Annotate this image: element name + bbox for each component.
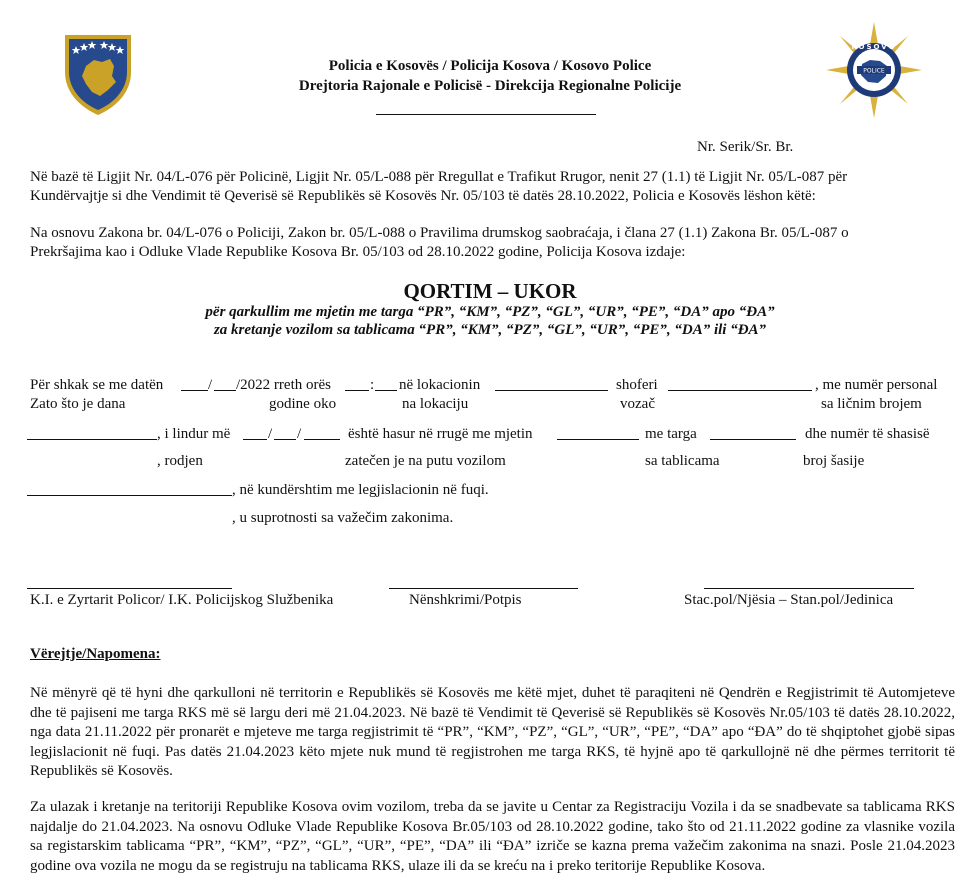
- label-violation-sr: , u suprotnosti sa važečim zakonima.: [232, 510, 454, 526]
- field-minute[interactable]: [375, 390, 397, 391]
- label-violation-sq: , në kundërshtim me legjislacionin në fuqi.: [232, 482, 489, 498]
- document-title: QORTIM – UKOR: [403, 279, 577, 303]
- field-location[interactable]: [495, 390, 608, 391]
- emblem-ring-text: KOSOVO: [851, 43, 897, 51]
- label-personal-number-sq: , me numër personal: [815, 377, 938, 393]
- field-month[interactable]: [214, 390, 236, 391]
- note-paragraph-sq-text: Në mënyrë që të hyni dhe qarkulloni në territorin e Republikës së Kosovës me këtë mjet, duhet të paraqiteni në Qendrën e Regjistrimit të Automjeteve dhe të pajiseni me targa RKS më së largu deri më 21.04.2023. Në bazë të Vendimit të Qeverisë së Republikës së Kosovës Nr.05/103 të datës 28.10.2022, nga data 21.11.2022 për pronarët e mjeteve me targa regjistrimit të “PR”, “KM”, “PZ”, “GL”, “UR”, “PE”, “DA” apo “ĐA” do të shqiptohet gjobë sipas legjislacionit në fuqi. Pas datës 21.04.2023 këto mjete nuk mund të regjistrohen me targa RKS, të hyjnë apo të qarkullojnë në dhe përmes territorit të Republikës së Kosovës.: [30, 685, 955, 780]
- label-year-hour-sq: /2022 rreth orës: [236, 377, 331, 393]
- field-chassis-number[interactable]: [27, 495, 232, 496]
- header-underline: [376, 114, 596, 115]
- label-station: Stac.pol/Njësia – Stan.pol/Jedinica: [684, 592, 894, 608]
- label-plates-sq: me targa: [645, 426, 697, 442]
- label-vehicle-sr: zatečen je na putu vozilom: [345, 453, 506, 469]
- emblem-police-text: POLICE: [863, 67, 885, 75]
- label-location-sq: në lokacionin: [399, 377, 481, 393]
- title-subtitle-sr: za kretanje vozilom sa tablicama “PR”, “KM”, “PZ”, “GL”, “UR”, “PE”, “DA” ili “ĐA”: [213, 322, 767, 338]
- field-day[interactable]: [181, 390, 208, 391]
- legal-basis-sr-line-2: Prekršajima kao i Odluke Vlade Republike Kosova Br. 05/103 od 28.10.2022 godine, Policija Kosova izdaje:: [30, 244, 686, 260]
- label-date-sr: Zato što je dana: [30, 396, 126, 412]
- label-born-sr: , rodjen: [157, 453, 203, 469]
- field-birth-day[interactable]: [243, 439, 267, 440]
- label-born-sq: , i lindur më: [157, 426, 231, 442]
- field-hour[interactable]: [345, 390, 369, 391]
- note-heading: Vërejtje/Napomena:: [30, 646, 161, 662]
- field-signature[interactable]: [389, 588, 578, 589]
- field-personal-number[interactable]: [27, 439, 157, 440]
- note-paragraph-sr-text: Za ulazak i kretanje na teritoriji Republike Kosova ovim vozilom, treba da se javite u Centar za Registraciju Vozila i da se snadbevate sa tablicama RKS najdalje do 21.04.2023. Na osnovu Odluke Vlade Republike Kosova Br.05/103 od 28.10.2022 godine, tako što od 21.11.2022 godine za vlasnike vozila sa registarskim tablicama “PR”, “KM”, “PZ”, “GL”, “UR”, “PE”, “DA” ili “ĐA” izriče se kazna prema važečim zakonima na snazi. Posle 21.04.2023 godine ova vozila ne mogu da se registruju na tablicama RKS, ulaze ili da se kreću na i preko teritorije Republike Kosova.: [30, 799, 955, 874]
- label-chassis-sr: broj šasije: [803, 453, 865, 469]
- legal-basis-sq-line-1: Në bazë të Ligjit Nr. 04/L-076 për Policinë, Ligjit Nr. 05/L-088 për Rregullat e Trafikut Rrugor, nenit 27 (1.1) të Ligjit Nr. 05/L-087 për: [30, 169, 848, 185]
- field-station[interactable]: [704, 588, 914, 589]
- header-line-1: Policia e Kosovës / Policija Kosova / Kosovo Police: [328, 58, 652, 74]
- field-plates[interactable]: [710, 439, 796, 440]
- legal-basis-sq-line-2: Kundërvajtje si dhe Vendimit të Qeverisë së Republikës së Kosovës Nr. 05/103 të datës 28.10.2022, Policia e Kosovës lëshon këtë:: [30, 188, 816, 204]
- field-driver[interactable]: [668, 390, 812, 391]
- label-driver-sr: vozač: [620, 396, 655, 412]
- legal-basis-sr-line-1: Na osnovu Zakona br. 04/L-076 o Policiji, Zakon br. 05/L-088 o Pravilima drumskog saobraćaja, i člana 27 (1.1) Zakona Br. 05/L-087 o: [30, 225, 849, 241]
- note-paragraph-sq: [30, 684, 955, 782]
- label-hour-sr: godine oko: [269, 396, 337, 412]
- label-officer-id: K.I. e Zyrtarit Policor/ I.K. Policijskog Službenika: [30, 592, 334, 608]
- label-signature: Nënshkrimi/Potpis: [409, 592, 522, 608]
- field-officer-id[interactable]: [27, 588, 232, 589]
- title-subtitle-sq: për qarkullim me mjetin me targa “PR”, “KM”, “PZ”, “GL”, “UR”, “PE”, “DA” apo “ĐA”: [205, 304, 775, 320]
- time-separator: :: [370, 377, 375, 393]
- label-driver-sq: shoferi: [616, 377, 658, 393]
- header-line-2: Drejtoria Rajonale e Policisë - Direkcija Regionalne Policije: [298, 78, 682, 94]
- field-birth-month[interactable]: [274, 439, 296, 440]
- kosovo-coat-of-arms-icon: [62, 32, 134, 118]
- label-location-sr: na lokaciju: [402, 396, 469, 412]
- field-birth-year[interactable]: [304, 439, 340, 440]
- note-paragraph-sr: [30, 798, 955, 876]
- serial-number-label: Nr. Serik/Sr. Br.: [697, 139, 794, 155]
- label-plates-sr: sa tablicama: [645, 453, 720, 469]
- kosovo-police-emblem-icon: [824, 20, 924, 120]
- label-vehicle-sq: është hasur në rrugë me mjetin: [348, 426, 533, 442]
- label-chassis-sq: dhe numër të shasisë: [805, 426, 930, 442]
- label-date-sq: Për shkak se me datën: [30, 377, 164, 393]
- label-personal-number-sr: sa ličnim brojem: [821, 396, 922, 412]
- field-vehicle[interactable]: [557, 439, 639, 440]
